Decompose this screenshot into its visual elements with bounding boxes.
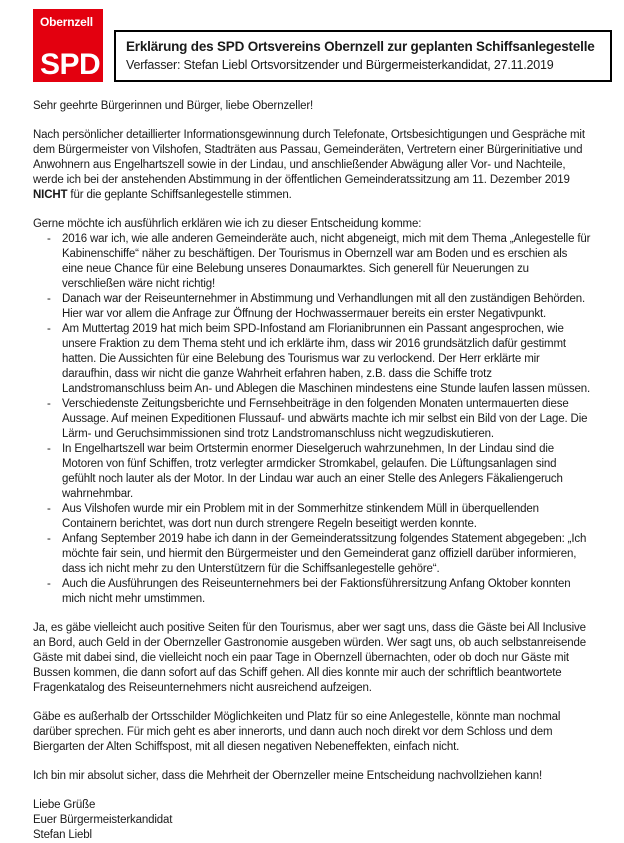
- spd-logo: [33, 9, 103, 82]
- list-item-text: Auch die Ausführungen des Reiseunternehmers bei der Faktionsführersitzung Anfang Oktober konnten mich nicht mehr umstimmen.: [62, 578, 571, 605]
- list-item: [33, 322, 591, 397]
- intro-text-after: für die geplante Schiffsanlegestelle stimmen.: [67, 189, 292, 201]
- intro-text-before: Nach persönlicher detaillierter Informationsgewinnung durch Telefonate, Ortsbesichtigungen und Gespräche mit dem Bürgermeister von Vilshofen, Stadträten aus Passau, Gemeinderäten, Vertretern einer Bürgerinitiative und Anwohnern aus Engelhartszell sowie in der Lindau, und anschließender Abwägung aller Vor- und Nachteile, werde ich bei der anstehenden Abstimmung in der öffentlichen Gemeinderatssitzung am 11. Dezember 2019: [33, 129, 585, 186]
- letter-body: [0, 82, 624, 843]
- logo-party-label: SPD: [40, 47, 101, 81]
- intro-paragraph: [33, 128, 591, 203]
- bullet-dash: -: [47, 293, 51, 305]
- bullet-dash: -: [47, 503, 51, 515]
- bullet-dash: -: [47, 233, 51, 245]
- bullet-dash: -: [47, 323, 51, 335]
- bullet-dash: -: [47, 533, 51, 545]
- list-item-text: Danach war der Reiseunternehmer in Abstimmung und Verhandlungen mit all den zuständigen Behörden. Hier war vor allem die Anfrage zur Öffnung der Hochwassermauer bereits ein erster Negativpunkt.: [62, 293, 586, 320]
- closing-greeting: Liebe Grüße: [33, 799, 96, 811]
- conclusion-paragraph: Ich bin mir absolut sicher, dass die Mehrheit der Obernzeller meine Entscheidung nachvollziehen kann!: [33, 770, 543, 782]
- list-item: [33, 502, 591, 532]
- tourism-paragraph: Ja, es gäbe vielleicht auch positive Seiten für den Tourismus, aber wer sagt uns, dass die Gäste bei All Inclusive an Bord, auch Geld in der Obernzeller Gastronomie ausgeben würden. Wer sagt uns, ob auch selbstanreisende Gäste mit dabei sind, die vielleicht noch ein paar Tage in Obernzell übernachten, oder ob doch nur Gäste mit Bussen kommen, die dann sofort auf das Schiff gehen. All dies konnte mir auch der schriftlich beantwortete Fragenkatalog des Reiseunternehmers nicht ausreichend aufzeigen.: [33, 622, 586, 694]
- list-item: [33, 442, 591, 502]
- document-header: [0, 0, 624, 82]
- title-box: [114, 30, 612, 82]
- list-intro: Gerne möchte ich ausführlich erklären wie ich zu dieser Entscheidung komme:: [33, 218, 422, 230]
- bullet-dash: -: [47, 578, 51, 590]
- list-item: [33, 232, 591, 292]
- closing-role: Euer Bürgermeisterkandidat: [33, 814, 173, 826]
- bullet-dash: -: [47, 398, 51, 410]
- list-item: [33, 577, 591, 607]
- closing-block: [33, 798, 591, 843]
- list-item-text: Anfang September 2019 habe ich dann in der Gemeinderatssitzung folgendes Statement abgegeben: „Ich möchte fair sein, und hiermit den Bürgermeister und den Gemeinderat ganz offiziell darüber informieren, dass ich nicht mehr zu den Unterstützern für die Schiffsanlegestelle gehöre“.: [62, 533, 587, 575]
- list-item: [33, 532, 591, 577]
- bullet-dash: -: [47, 443, 51, 455]
- list-item-text: Aus Vilshofen wurde mir ein Problem mit in der Sommerhitze stinkendem Müll in überquellenden Containern berichtet, was dort nun durch strengere Regeln beseitigt werden konnte.: [62, 503, 539, 530]
- closing-signature-name: Stefan Liebl: [33, 829, 92, 841]
- list-item-text: Am Muttertag 2019 hat mich beim SPD-Infostand am Florianibrunnen ein Passant angesprochen, wie unsere Fraktion zu dem Thema steht und ich erklärte ihm, dass wir 2016 grundsätzlich dafür gestimmt hatten. Die Aussichten für eine Belebung des Tourismus war zu verlockend. Der Herr erklärte mir daraufhin, dass wir nicht die ganze Wahrheit erfahren haben, z.B. dass die Schiffe trotz Landstromanschluss beim An- und Ablegen die Maschinen mindestens eine Stunde laufen lassen müssen.: [62, 323, 591, 395]
- list-item-text: Verschiedenste Zeitungsberichte und Fernsehbeiträge in den folgenden Monaten untermauerten diese Aussage. Auf meinen Expeditionen Flussauf- und abwärts machte ich mir selbst ein Bild von der Lage. Die Lärm- und Geruchsimmissionen sind trotz Landstromanschluss nicht wegzudiskutieren.: [62, 398, 588, 440]
- document-title: Erklärung des SPD Ortsvereins Obernzell zur geplanten Schiffsanlegestelle: [126, 39, 595, 54]
- list-item: [33, 397, 591, 442]
- intro-emphasis-nicht: NICHT: [33, 189, 68, 201]
- logo-region-label: Obernzell: [40, 15, 93, 29]
- list-item-text: In Engelhartszell war beim Ortstermin enormer Dieselgeruch wahrzunehmen, In der Lindau sind die Motoren von fünf Schiffen, trotz verlegter armdicker Stromkabel, gelaufen. Die Lüftungsanlagen sind gefühlt noch lauter als der Motor. In der Lindau war auch an einer Stelle des Anlegers Fäkaliengeruch wahrnehmbar.: [62, 443, 563, 500]
- reasons-list: [33, 232, 591, 607]
- list-item: [33, 292, 591, 322]
- document-byline: Verfasser: Stefan Liebl Ortsvorsitzender und Bürgermeisterkandidat, 27.11.2019: [126, 58, 554, 72]
- salutation: Sehr geehrte Bürgerinnen und Bürger, liebe Obernzeller!: [33, 100, 314, 112]
- location-paragraph: Gäbe es außerhalb der Ortsschilder Möglichkeiten und Platz für so eine Anlegestelle, könnte man nochmal darüber sprechen. Für mich geht es aber innerorts, und dann auch noch direkt vor dem Schloss und dem Biergarten der Alten Schiffspost, mit all diesen negativen Nebeneffekten, einfach nicht.: [33, 711, 561, 753]
- list-item-text: 2016 war ich, wie alle anderen Gemeinderäte auch, nicht abgeneigt, mich mit dem Thema „Anlegestelle für Kabinenschiffe“ näher zu beschäftigen. Der Tourismus in Obernzell war am Boden und es erschien als eine neue Chance für eine Belebung unseres Donaumarktes. Sich generell für Neuerungen zu verschließen wäre nicht richtig!: [62, 233, 591, 290]
